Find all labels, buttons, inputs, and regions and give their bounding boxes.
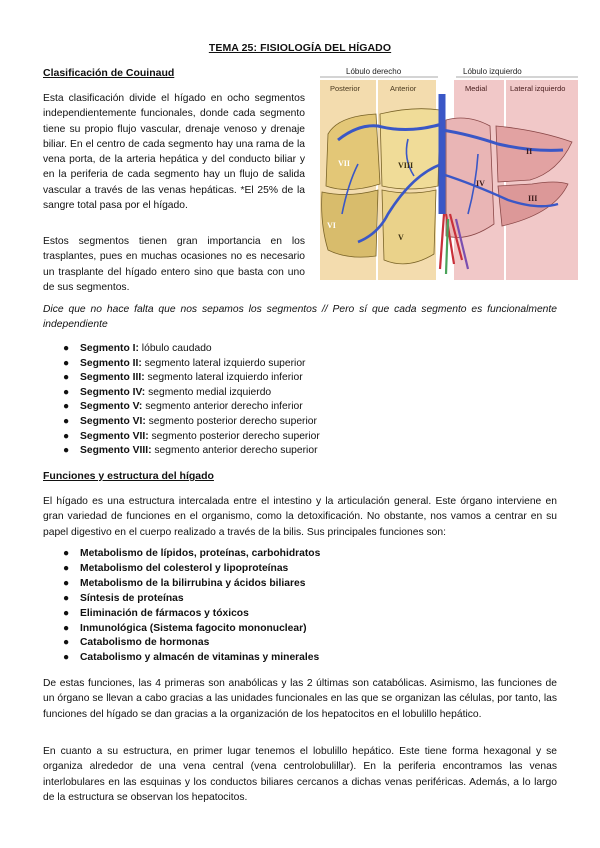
label-medial: Medial [465,84,488,93]
segment-list [43,342,543,459]
list-item: ● Síntesis de proteínas [63,592,184,604]
numeral-vii: VII [338,159,351,168]
list-item: ● Catabolismo de hormonas [63,637,210,649]
heading-funciones: Funciones y estructura del hígado [43,470,214,482]
list-item: ● Catabolismo y almacén de vitaminas y minerales [63,652,320,664]
paragraph-estructura: En cuanto a su estructura, en primer lugar tenemos el lobulillo hepático. Este tiene forma hexagonal y se organiza alrededor de una vena central (vena centrolobulillar). En la periferia encontramos las venas interlobulares en las esquinas y los conductos biliares cercanos a dichas venas periféricas. Además, a lo largo de la estructura se observan los hepatocitos. [43,746,557,803]
segment-v-shape [382,190,436,264]
list-item: ● Segmento I: lóbulo caudado [63,343,212,354]
numeral-vi: VI [327,221,336,230]
paragraph-couinaud-transplant: Estos segmentos tienen gran importancia en los trasplantes, pues en muchas ocasiones no es necesario un trasplante del hígado entero sino que basta con uno de sus segmentos. [43,236,305,293]
paragraph-funciones-intro: El hígado es una estructura intercalada entre el intestino y la articulación general. Este órgano interviene en gran variedad de funciones en el organismo, como la detoxificación. No obstante, nos vamos a centrar en su papel digestivo en el cuerpo realizado a través de la bilis. Sus principales funciones son: [43,496,557,538]
label-lateral-izquierdo: Lateral izquierdo [510,84,566,93]
list-item: ● Segmento V: segmento anterior derecho inferior [63,401,303,413]
label-anterior: Anterior [390,84,417,93]
list-item: ● Metabolismo de la bilirrubina y ácidos biliares [63,577,306,589]
paragraph-funciones-anabolicas: De estas funciones, las 4 primeras son anabólicas y las 2 últimas son catabólicas. Asimismo, las funciones de un órgano se llevan a cabo gracias a las unidades funcionales en las que se organizan las células, por tanto, las funciones del hígado se dan gracias a la organización de los hepatocitos en el lobulillo hepático. [43,678,557,720]
segment-viii-shape [380,109,440,189]
numeral-iii: III [528,194,538,203]
list-item: ● Segmento III: segmento lateral izquierdo inferior [63,372,303,384]
numeral-iv: IV [476,179,485,188]
note-segmentos: Dice que no hace falta que nos sepamos los segmentos // Pero sí que cada segmento es funcionalmente independiente [43,304,557,331]
paragraph-couinaud-intro: Esta clasificación divide el hígado en ocho segmentos independientemente funcionales, donde cada segmento tiene su propio flujo vascular, drenaje venoso y drenaje biliar. En el centro de cada segmento hay una rama de la vena porta, de la arteria hepática y del conducto biliar y en la periferia de cada segmento hay un flujo de salida vascular a través de las venas hepáticas. *El 25% de la sangre total pasa por el hígado. [43,93,305,212]
label-lobulo-izquierdo: Lóbulo izquierdo [463,67,522,76]
label-posterior: Posterior [330,84,361,93]
list-item: ● Metabolismo de lípidos, proteínas, carbohidratos [63,548,321,559]
page-title: TEMA 25: FISIOLOGÍA DEL HÍGADO [208,42,392,54]
numeral-ii: II [526,147,533,156]
list-item: ● Segmento IV: segmento medial izquierdo [63,386,272,398]
numeral-v: V [398,233,404,242]
list-item: ● Segmento VII: segmento posterior derecho superior [63,430,320,442]
liver-segments-figure [318,64,580,286]
list-item: ● Eliminación de fármacos y tóxicos [63,607,249,619]
list-item: ● Segmento VI: segmento posterior derecho superior [63,415,317,427]
list-item: ● Metabolismo del colesterol y lipoproteínas [63,562,289,574]
functions-list [43,547,543,666]
list-item: ● Segmento II: segmento lateral izquierdo superior [63,357,306,369]
list-item: ● Inmunológica (Sistema fagocito mononuclear) [63,622,307,634]
label-lobulo-derecho: Lóbulo derecho [346,67,402,76]
list-item: ● Segmento VIII: segmento anterior derecho superior [63,445,318,457]
heading-couinaud: Clasificación de Couinaud [43,67,175,79]
numeral-viii: VIII [398,161,414,170]
